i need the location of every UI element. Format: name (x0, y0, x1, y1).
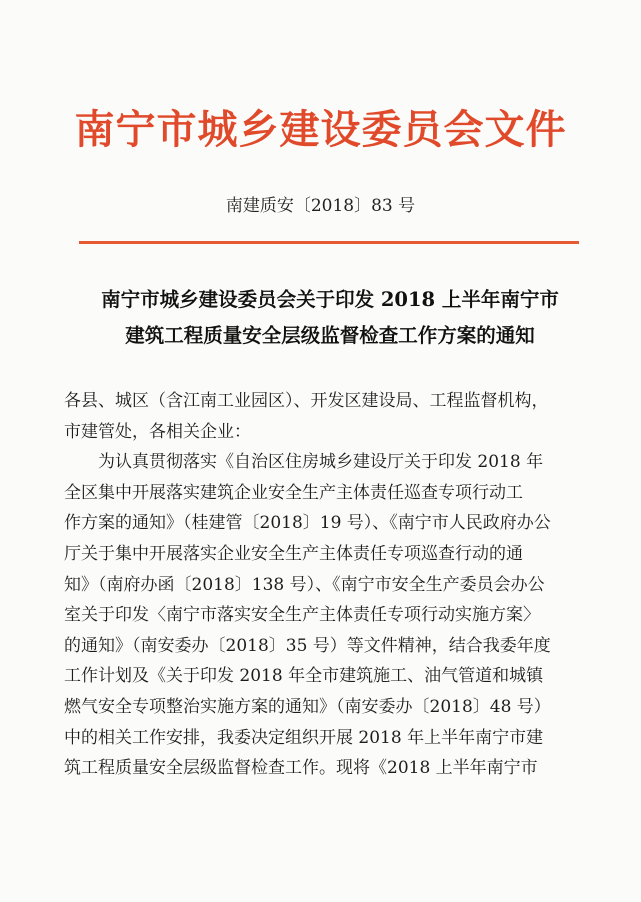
body-line: 燃气安全专项整治实施方案的通知》（南安委办〔2018〕48 号） (64, 696, 551, 717)
document-number: 南建质安〔2018〕83 号 (225, 196, 416, 216)
body-line: 厅关于集中开展落实企业安全生产主体责任专项巡查行动的通 (64, 543, 523, 564)
body-line: 室关于印发〈南宁市落实安全生产主体责任专项行动实施方案〉 (64, 605, 540, 626)
body-line: 工作计划及《关于印发 2018 年全市建筑施工、油气管道和城镇 (64, 666, 544, 687)
notice-title-line-2: 建筑工程质量安全层级监督检查工作方案的通知 (125, 324, 535, 347)
red-divider-line (79, 241, 579, 244)
notice-title-line-1: 南宁市城乡建设委员会关于印发 2018 上半年南宁市 (101, 288, 559, 311)
recipients-line-1: 各县、城区（含江南工业园区）、开发区建设局、工程监督机构， (64, 391, 549, 411)
body-line: 的通知》（南安委办〔2018〕35 号）等文件精神，结合我委年度 (64, 635, 551, 656)
notice-body (64, 386, 584, 784)
notice-title (60, 282, 600, 354)
body-line: 为认真贯彻落实《自治区住房城乡建设厅关于印发 2018 年 (98, 452, 544, 473)
body-line: 全区集中开展落实建筑企业安全生产主体责任巡查专项行动工 (64, 482, 523, 503)
body-line: 筑工程质量安全层级监督检查工作。现将《2018 上半年南宁市 (64, 758, 538, 779)
issuer-header-title: 南宁市城乡建设委员会文件 (74, 107, 567, 153)
body-line: 中的相关工作安排，我委决定组织开展 2018 年上半年南宁市建 (64, 727, 544, 748)
body-line: 知》（南府办函〔2018〕138 号）、《南宁市安全生产委员会办公 (64, 574, 545, 595)
recipients-line-2: 市建管处，各相关企业： (64, 421, 251, 442)
body-line: 作方案的通知》（桂建管〔2018〕19 号）、《南宁市人民政府办公 (64, 513, 551, 534)
